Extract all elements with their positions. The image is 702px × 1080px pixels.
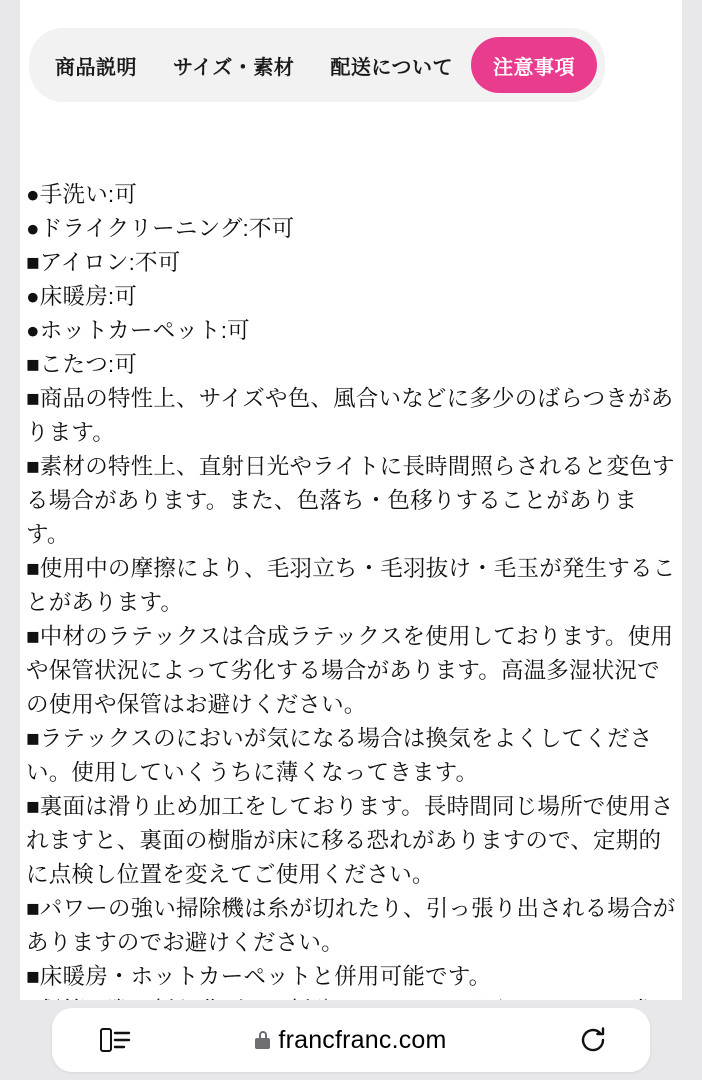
url-display[interactable] <box>255 1026 446 1055</box>
tab-precautions[interactable]: 注意事項 <box>471 37 597 93</box>
list-item: ■裏面は滑り止め加工をしております。長時間同じ場所で使用されますと、裏面の樹脂が床に移る恐れがありますので、定期的に点検し位置を変えてご使用ください。 <box>26 794 674 887</box>
browser-bottom-bar <box>20 1000 682 1080</box>
tab-shipping[interactable]: 配送について <box>330 56 454 79</box>
list-item: ■アイロン:不可 <box>26 250 181 275</box>
url-text: francfranc.com <box>278 1025 447 1054</box>
list-item: ■床暖房・ホットカーペットと併用可能です。 <box>26 964 492 989</box>
product-detail-page <box>20 0 682 1000</box>
address-bar[interactable] <box>52 1008 650 1072</box>
list-item: ■商品の特性上、サイズや色、風合いなどに多少のばらつきがあります。 <box>26 386 674 445</box>
reload-icon[interactable] <box>578 1025 608 1055</box>
list-item: ■こたつ:可 <box>26 352 138 377</box>
list-item: ■素材の特性上、直射日光やライトに長時間照らされると変色する場合があります。また、色落ち・色移りすることがあります。 <box>26 454 675 547</box>
list-item: ●手洗い:可 <box>26 182 138 207</box>
lock-icon <box>255 1031 270 1049</box>
list-item: ■パワーの強い掃除機は糸が切れたり、引っ張り出される場合がありますのでお避けください。 <box>26 896 676 955</box>
precautions-content <box>26 178 676 1062</box>
list-item: ●ホットカーペット:可 <box>26 318 250 343</box>
list-item: ■使用中の摩擦により、毛羽立ち・毛羽抜け・毛玉が発生することがあります。 <box>26 556 676 615</box>
reader-view-icon[interactable] <box>100 1027 130 1053</box>
list-item: ■中材のラテックスは合成ラテックスを使用しております。使用や保管状況によって劣化する場合があります。高温多湿状況での使用や保管はお避けください。 <box>26 624 674 717</box>
tab-size-material[interactable]: サイズ・素材 <box>173 56 295 79</box>
product-info-tabs <box>29 28 605 102</box>
list-item: ■ラテックスのにおいが気になる場合は換気をよくしてください。使用していくうちに薄くなってきます。 <box>26 726 653 785</box>
list-item: ●ドライクリーニング:不可 <box>26 216 295 241</box>
tab-product-description[interactable]: 商品説明 <box>55 56 137 79</box>
list-item: ●床暖房:可 <box>26 284 138 309</box>
